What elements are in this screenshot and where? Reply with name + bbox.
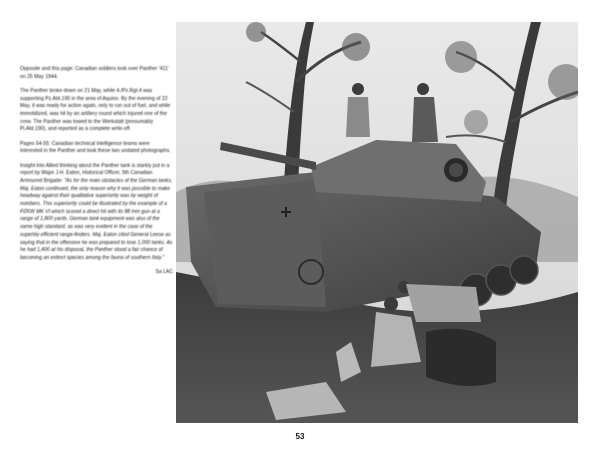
caption-column (20, 66, 173, 277)
caption-paragraph: Opposite and this page: Canadian soldiers look over Panther '411' on 25 May 1944. (20, 66, 169, 80)
caption-paragraph: The Panther broke down on 21 May, while 4./Pz.Rgt.4 was supporting Pz.Abt.190 in the area of Aquino. By the evening of 22 May, it was ready for action again, only to run out of fuel, and while immobilized, was hit by an artillery round which injured one of the crew. The Panther was towed to the Werkstatt (presumably Pi.Abt.190), and reported as a complete write-off. (20, 87, 171, 133)
page-number: 53 (295, 432, 305, 441)
tank-photograph (176, 22, 578, 423)
caption-quote: "As for the main obstacles of the German tanks, Maj. Eaton continued, the only reason why it was possible to make headway against their qualitative superiority was by weight of numbers. This superiority could be illustrated by the example of a PZKW MK VI which scored a direct hit with its 88 mm gun at a range of 1,800 yards. German tank equipment was also of the same high standard, as was very evident in the case of the superbly efficient range-finders. Maj. Eaton cited General Leese as saying that in the offensive he was prepared to lose 1,000 tanks. As he had 1,400 at his disposal, the Panther stood a fair chance of becoming an extinct species among the fauna of southern Italy." (20, 177, 173, 261)
caption-paragraph (20, 163, 173, 263)
caption-paragraph: Pages 54-55: Canadian technical intelligence teams were interested in the Panther and took these two undated photographs. (20, 140, 171, 155)
photo-credit: Sa LAC (155, 269, 173, 276)
caption-lead: Insight into Allied thinking about the Panther tank is starkly put in a report by Major J.H. Eaton, Historical Officer, 5th Canadian Armoured Brigade: (20, 162, 170, 184)
